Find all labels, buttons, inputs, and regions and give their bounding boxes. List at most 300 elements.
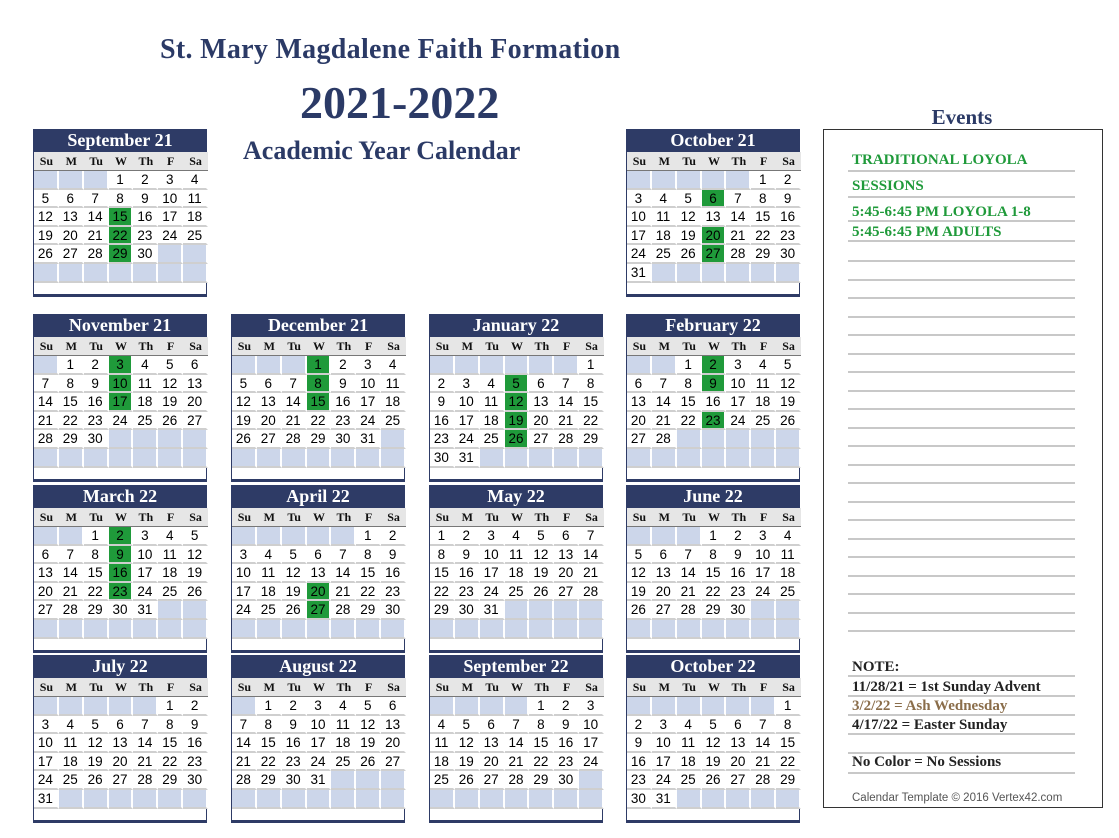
weekday-header: M <box>652 337 677 356</box>
weekday-header: M <box>257 678 282 697</box>
weekday-header: Su <box>34 678 59 697</box>
day-cell: 22 <box>59 412 84 431</box>
weekday-header: Th <box>529 508 554 527</box>
day-cell: 28 <box>726 245 751 264</box>
empty-day-cell <box>59 697 84 716</box>
empty-day-cell <box>505 620 530 639</box>
day-cell: 8 <box>356 546 381 565</box>
empty-day-cell <box>751 264 776 283</box>
day-cell: 13 <box>59 208 84 227</box>
empty-day-cell <box>554 356 579 375</box>
weekday-header: Sa <box>579 508 604 527</box>
session-day-cell: 17 <box>109 393 134 412</box>
day-cell: 9 <box>726 546 751 565</box>
day-cell: 26 <box>677 245 702 264</box>
weekday-header: Sa <box>381 508 406 527</box>
day-cell: 10 <box>307 716 332 735</box>
day-cell: 17 <box>627 227 652 246</box>
day-cell: 25 <box>59 771 84 790</box>
day-cell: 9 <box>455 546 480 565</box>
day-cell: 8 <box>776 716 801 735</box>
weekday-header: Sa <box>183 337 208 356</box>
weekday-header: Tu <box>84 152 109 171</box>
day-cell: 28 <box>751 771 776 790</box>
weekday-header: Su <box>627 337 652 356</box>
month-calendar <box>626 655 800 823</box>
weekday-header: Su <box>430 678 455 697</box>
ruled-line <box>848 408 1075 410</box>
day-cell: 23 <box>183 753 208 772</box>
day-cell: 28 <box>554 430 579 449</box>
ruled-line <box>848 675 1075 677</box>
weekday-header: M <box>455 678 480 697</box>
session-day-cell: 27 <box>702 245 727 264</box>
empty-day-cell <box>109 264 134 283</box>
day-cell: 17 <box>726 393 751 412</box>
calendar-subtitle: Academic Year Calendar <box>243 136 521 165</box>
day-cell: 17 <box>751 564 776 583</box>
day-cell: 9 <box>381 546 406 565</box>
day-cell: 23 <box>381 583 406 602</box>
empty-day-cell <box>282 620 307 639</box>
day-cell: 26 <box>702 771 727 790</box>
weekday-header: Sa <box>776 508 801 527</box>
day-cell: 27 <box>109 771 134 790</box>
day-cell: 18 <box>505 564 530 583</box>
day-cell: 14 <box>331 564 356 583</box>
day-cell: 28 <box>133 771 158 790</box>
day-cell: 2 <box>776 171 801 190</box>
day-cell: 28 <box>652 430 677 449</box>
day-cell: 28 <box>232 771 257 790</box>
session-day-cell: 3 <box>109 356 134 375</box>
day-cell: 11 <box>652 208 677 227</box>
empty-day-cell <box>183 430 208 449</box>
day-cell: 13 <box>554 546 579 565</box>
day-cell: 8 <box>430 546 455 565</box>
day-cell: 15 <box>257 734 282 753</box>
events-panel <box>823 129 1103 808</box>
session-day-cell: 15 <box>307 393 332 412</box>
day-cell: 24 <box>133 583 158 602</box>
day-cell: 22 <box>307 412 332 431</box>
day-cell: 23 <box>331 412 356 431</box>
empty-day-cell <box>529 449 554 468</box>
empty-day-cell <box>579 449 604 468</box>
day-cell: 25 <box>183 227 208 246</box>
session-day-cell: 6 <box>702 190 727 209</box>
empty-day-cell <box>158 245 183 264</box>
day-cell: 3 <box>480 527 505 546</box>
empty-day-cell <box>776 790 801 809</box>
day-cell: 25 <box>430 771 455 790</box>
day-cell: 29 <box>702 601 727 620</box>
weekday-header: Th <box>726 152 751 171</box>
day-cell: 13 <box>627 393 652 412</box>
weekday-header: W <box>109 337 134 356</box>
day-cell: 19 <box>627 583 652 602</box>
day-cell: 29 <box>158 771 183 790</box>
ruled-line <box>848 575 1075 577</box>
event-item: TRADITIONAL LOYOLA <box>852 152 1028 168</box>
day-cell: 4 <box>257 546 282 565</box>
day-cell: 26 <box>529 583 554 602</box>
empty-day-cell <box>381 771 406 790</box>
session-day-cell: 9 <box>702 375 727 394</box>
day-cell: 27 <box>59 245 84 264</box>
day-cell: 4 <box>133 356 158 375</box>
day-cell: 27 <box>554 583 579 602</box>
day-cell: 21 <box>34 412 59 431</box>
empty-day-cell <box>34 697 59 716</box>
day-cell: 1 <box>257 697 282 716</box>
day-cell: 6 <box>726 716 751 735</box>
day-cell: 8 <box>529 716 554 735</box>
day-cell: 10 <box>579 716 604 735</box>
ruled-line <box>848 196 1075 198</box>
day-cell: 18 <box>59 753 84 772</box>
day-cell: 27 <box>529 430 554 449</box>
day-cell: 8 <box>109 190 134 209</box>
empty-day-cell <box>726 171 751 190</box>
day-cell: 18 <box>331 734 356 753</box>
empty-day-cell <box>726 620 751 639</box>
empty-day-cell <box>232 620 257 639</box>
day-cell: 24 <box>579 753 604 772</box>
empty-day-cell <box>183 449 208 468</box>
day-cell: 28 <box>282 430 307 449</box>
day-cell: 1 <box>59 356 84 375</box>
day-cell: 15 <box>677 393 702 412</box>
day-cell: 26 <box>776 412 801 431</box>
day-cell: 6 <box>480 716 505 735</box>
event-item: 5:45-6:45 PM ADULTS <box>852 224 1002 240</box>
empty-day-cell <box>183 790 208 809</box>
day-cell: 5 <box>455 716 480 735</box>
day-cell: 16 <box>282 734 307 753</box>
weekday-header: Su <box>627 508 652 527</box>
day-cell: 20 <box>529 412 554 431</box>
day-cell: 22 <box>529 753 554 772</box>
empty-day-cell <box>331 449 356 468</box>
weekday-header: Th <box>726 508 751 527</box>
empty-day-cell <box>84 171 109 190</box>
month-title: September 21 <box>34 129 206 152</box>
day-cell: 19 <box>282 583 307 602</box>
day-cell: 1 <box>356 527 381 546</box>
day-cell: 16 <box>331 393 356 412</box>
ruled-line <box>848 427 1075 429</box>
day-cell: 5 <box>84 716 109 735</box>
day-cell: 7 <box>751 716 776 735</box>
day-cell: 7 <box>133 716 158 735</box>
day-cell: 23 <box>726 583 751 602</box>
day-cell: 3 <box>158 171 183 190</box>
day-cell: 12 <box>84 734 109 753</box>
empty-day-cell <box>677 527 702 546</box>
empty-day-cell <box>751 620 776 639</box>
month-calendar <box>231 314 405 482</box>
day-cell: 16 <box>702 393 727 412</box>
day-cell: 3 <box>455 375 480 394</box>
day-cell: 6 <box>381 697 406 716</box>
day-cell: 25 <box>257 601 282 620</box>
day-cell: 7 <box>34 375 59 394</box>
ruled-line <box>848 390 1075 392</box>
session-day-cell: 23 <box>109 583 134 602</box>
empty-day-cell <box>59 527 84 546</box>
empty-day-cell <box>751 697 776 716</box>
ruled-line <box>848 170 1075 172</box>
empty-day-cell <box>232 790 257 809</box>
day-cell: 6 <box>554 527 579 546</box>
ruled-line <box>848 464 1075 466</box>
day-cell: 2 <box>554 697 579 716</box>
day-cell: 31 <box>307 771 332 790</box>
day-cell: 9 <box>331 375 356 394</box>
day-cell: 29 <box>356 601 381 620</box>
empty-day-cell <box>776 430 801 449</box>
weekday-header: Tu <box>677 508 702 527</box>
month-title: September 22 <box>430 655 602 678</box>
day-cell: 22 <box>702 583 727 602</box>
day-cell: 2 <box>455 527 480 546</box>
empty-day-cell <box>652 264 677 283</box>
day-cell: 30 <box>430 449 455 468</box>
day-cell: 9 <box>84 375 109 394</box>
empty-day-cell <box>430 620 455 639</box>
empty-day-cell <box>529 620 554 639</box>
day-cell: 5 <box>702 716 727 735</box>
weekday-header: F <box>356 508 381 527</box>
day-cell: 17 <box>652 753 677 772</box>
day-cell: 2 <box>726 527 751 546</box>
ruled-line <box>848 630 1075 632</box>
day-cell: 17 <box>133 564 158 583</box>
empty-day-cell <box>480 620 505 639</box>
empty-day-cell <box>133 449 158 468</box>
day-cell: 4 <box>652 190 677 209</box>
empty-day-cell <box>455 790 480 809</box>
empty-day-cell <box>480 697 505 716</box>
weekday-header: Tu <box>84 508 109 527</box>
day-cell: 18 <box>677 753 702 772</box>
day-cell: 22 <box>356 583 381 602</box>
empty-day-cell <box>34 171 59 190</box>
empty-day-cell <box>133 790 158 809</box>
weekday-header: W <box>109 678 134 697</box>
weekday-header: W <box>702 152 727 171</box>
day-cell: 8 <box>59 375 84 394</box>
day-cell: 10 <box>158 190 183 209</box>
day-cell: 2 <box>331 356 356 375</box>
day-cell: 30 <box>627 790 652 809</box>
day-cell: 15 <box>776 734 801 753</box>
day-cell: 19 <box>529 564 554 583</box>
day-cell: 13 <box>652 564 677 583</box>
day-cell: 21 <box>652 412 677 431</box>
empty-day-cell <box>554 601 579 620</box>
day-cell: 3 <box>726 356 751 375</box>
day-cell: 30 <box>331 430 356 449</box>
day-cell: 25 <box>677 771 702 790</box>
day-cell: 6 <box>652 546 677 565</box>
day-cell: 11 <box>776 546 801 565</box>
ruled-line <box>848 752 1075 754</box>
ruled-line <box>848 538 1075 540</box>
day-cell: 20 <box>554 564 579 583</box>
empty-day-cell <box>702 697 727 716</box>
weekday-header: W <box>505 508 530 527</box>
day-cell: 14 <box>59 564 84 583</box>
empty-day-cell <box>702 620 727 639</box>
weekday-header: Tu <box>480 508 505 527</box>
day-cell: 18 <box>430 753 455 772</box>
event-item: 5:45-6:45 PM LOYOLA 1-8 <box>852 204 1031 220</box>
day-cell: 29 <box>529 771 554 790</box>
empty-day-cell <box>34 264 59 283</box>
empty-day-cell <box>627 449 652 468</box>
empty-day-cell <box>109 697 134 716</box>
session-day-cell: 20 <box>307 583 332 602</box>
day-cell: 18 <box>183 208 208 227</box>
month-title: December 21 <box>232 314 404 337</box>
empty-day-cell <box>480 449 505 468</box>
ruled-line <box>848 353 1075 355</box>
empty-day-cell <box>627 697 652 716</box>
day-cell: 26 <box>455 771 480 790</box>
day-cell: 28 <box>331 601 356 620</box>
empty-day-cell <box>183 245 208 264</box>
empty-day-cell <box>232 697 257 716</box>
day-cell: 26 <box>627 601 652 620</box>
weekday-header: F <box>751 678 776 697</box>
day-cell: 23 <box>84 412 109 431</box>
day-cell: 28 <box>59 601 84 620</box>
day-cell: 4 <box>430 716 455 735</box>
day-cell: 25 <box>776 583 801 602</box>
empty-day-cell <box>554 790 579 809</box>
empty-day-cell <box>109 449 134 468</box>
day-cell: 6 <box>257 375 282 394</box>
empty-day-cell <box>257 356 282 375</box>
day-cell: 11 <box>59 734 84 753</box>
empty-day-cell <box>307 449 332 468</box>
weekday-header: F <box>554 337 579 356</box>
empty-day-cell <box>331 620 356 639</box>
weekday-header: Tu <box>84 337 109 356</box>
day-cell: 16 <box>627 753 652 772</box>
empty-day-cell <box>84 264 109 283</box>
empty-day-cell <box>677 790 702 809</box>
day-cell: 14 <box>677 564 702 583</box>
day-cell: 14 <box>133 734 158 753</box>
day-cell: 27 <box>480 771 505 790</box>
empty-day-cell <box>158 601 183 620</box>
weekday-header: W <box>702 678 727 697</box>
day-cell: 25 <box>331 753 356 772</box>
empty-day-cell <box>677 620 702 639</box>
weekday-header: W <box>702 508 727 527</box>
day-cell: 9 <box>554 716 579 735</box>
session-day-cell: 20 <box>702 227 727 246</box>
empty-day-cell <box>505 449 530 468</box>
weekday-header: Su <box>430 337 455 356</box>
day-cell: 22 <box>579 412 604 431</box>
weekday-header: F <box>751 152 776 171</box>
empty-day-cell <box>726 697 751 716</box>
day-cell: 20 <box>257 412 282 431</box>
empty-day-cell <box>726 430 751 449</box>
day-cell: 24 <box>455 430 480 449</box>
empty-day-cell <box>554 449 579 468</box>
day-cell: 14 <box>579 546 604 565</box>
note-advent: 11/28/21 = 1st Sunday Advent <box>852 679 1041 695</box>
year-heading: 2021-2022 <box>300 77 500 128</box>
empty-day-cell <box>652 449 677 468</box>
day-cell: 4 <box>381 356 406 375</box>
day-cell: 22 <box>257 753 282 772</box>
day-cell: 16 <box>726 564 751 583</box>
day-cell: 30 <box>726 601 751 620</box>
day-cell: 22 <box>677 412 702 431</box>
day-cell: 19 <box>232 412 257 431</box>
day-cell: 30 <box>554 771 579 790</box>
day-cell: 13 <box>381 716 406 735</box>
empty-day-cell <box>776 620 801 639</box>
weekday-header: M <box>59 678 84 697</box>
day-cell: 23 <box>282 753 307 772</box>
empty-day-cell <box>133 697 158 716</box>
day-cell: 27 <box>183 412 208 431</box>
day-cell: 11 <box>183 190 208 209</box>
weekday-header: Su <box>232 508 257 527</box>
empty-day-cell <box>455 697 480 716</box>
empty-day-cell <box>158 790 183 809</box>
day-cell: 2 <box>430 375 455 394</box>
day-cell: 1 <box>702 527 727 546</box>
day-cell: 5 <box>677 190 702 209</box>
day-cell: 6 <box>307 546 332 565</box>
day-cell: 31 <box>455 449 480 468</box>
empty-day-cell <box>59 264 84 283</box>
weekday-header: W <box>307 508 332 527</box>
month-calendar <box>626 485 800 653</box>
day-cell: 10 <box>356 375 381 394</box>
session-day-cell: 1 <box>307 356 332 375</box>
day-cell: 21 <box>726 227 751 246</box>
weekday-header: Th <box>726 678 751 697</box>
day-cell: 13 <box>183 375 208 394</box>
day-cell: 10 <box>751 546 776 565</box>
empty-day-cell <box>480 790 505 809</box>
empty-day-cell <box>702 790 727 809</box>
day-cell: 29 <box>257 771 282 790</box>
weekday-header: W <box>109 508 134 527</box>
day-cell: 18 <box>381 393 406 412</box>
empty-day-cell <box>133 430 158 449</box>
day-cell: 4 <box>505 527 530 546</box>
day-cell: 17 <box>579 734 604 753</box>
day-cell: 6 <box>59 190 84 209</box>
weekday-header: F <box>554 678 579 697</box>
session-day-cell: 15 <box>109 208 134 227</box>
empty-day-cell <box>84 620 109 639</box>
day-cell: 16 <box>776 208 801 227</box>
day-cell: 6 <box>183 356 208 375</box>
empty-day-cell <box>307 790 332 809</box>
month-title: March 22 <box>34 485 206 508</box>
